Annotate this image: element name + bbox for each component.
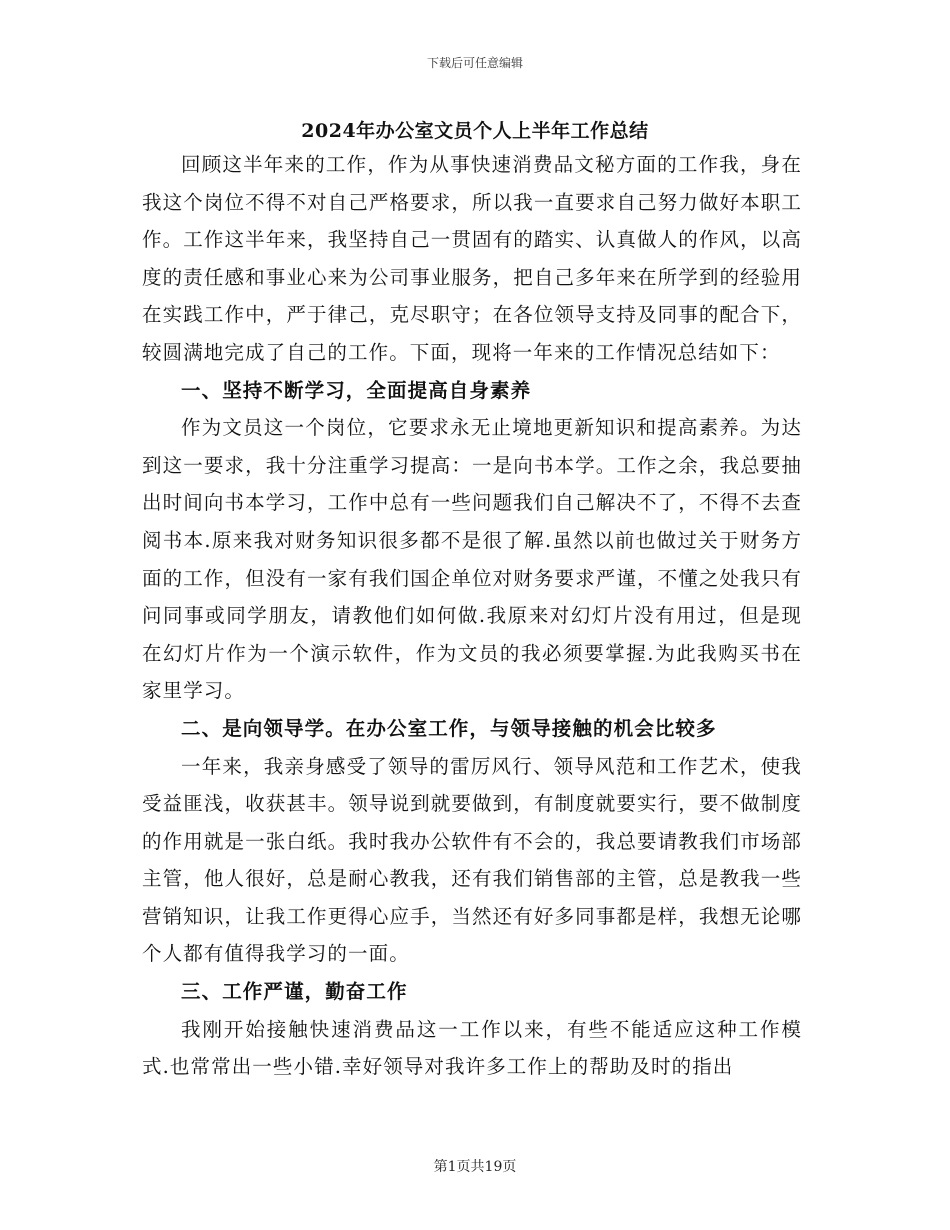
- section-paragraph-1: 作为文员这一个岗位，它要求永无止境地更新知识和提高素养。为达到这一要求，我十分注重学习提高：一是向书本学。工作之余，我总要抽出时间向书本学习，工作中总有一些问题我们自己解决不了，不得不去查阅书本.原来我对财务知识很多都不是很了解.虽然以前也做过关于财务方面的工作，但没有一家有我们国企单位对财务要求严谨，不懂之处我只有问同事或同学朋友，请教他们如何做.我原来对幻灯片没有用过，但是现在幻灯片作为一个演示软件，作为文员的我必须要掌握.为此我购买书在家里学习。: [142, 416, 802, 703]
- header-note: 下载后可任意编辑: [426, 56, 523, 70]
- document-title: 2024年办公室文员个人上半年工作总结: [301, 120, 649, 142]
- document-body: [142, 146, 802, 1086]
- page-number-footer: 第1页共19页: [433, 1159, 517, 1175]
- section-paragraph-2: 一年来，我亲身感受了领导的雷厉风行、领导风范和工作艺术，使我受益匪浅，收获甚丰。领导说到就要做到，有制度就要实行，要不做制度的作用就是一张白纸。我时我办公软件有不会的，我总要请教我们市场部主管，他人很好，总是耐心教我，还有我们销售部的主管，总是教我一些营销知识，让我工作更得心应手，当然还有好多同事都是样，我想无论哪个人都有值得我学习的一面。: [142, 754, 802, 966]
- section-heading-3: 三、工作严谨，勤奋工作: [181, 980, 408, 1004]
- section-heading-1: 一、坚持不断学习，全面提高自身素养: [181, 378, 532, 402]
- intro-paragraph: 回顾这半年来的工作，作为从事快速消费品文秘方面的工作我，身在我这个岗位不得不对自己严格要求，所以我一直要求自己努力做好本职工作。工作这半年来，我坚持自己一贯固有的踏实、认真做人的作风，以高度的责任感和事业心来为公司事业服务，把自己多年来在所学到的经验用在实践工作中，严于律己，克尽职守；在各位领导支持及同事的配合下，较圆满地完成了自己的工作。下面，现将一年来的工作情况总结如下：: [142, 153, 802, 364]
- section-heading-2: 二、是向领导学。在办公室工作，与领导接触的机会比较多: [181, 716, 717, 740]
- section-paragraph-3: 我刚开始接触快速消费品这一工作以来，有些不能适应这种工作模式.也常常出一些小错.幸好领导对我许多工作上的帮助及时的指出: [142, 1017, 802, 1079]
